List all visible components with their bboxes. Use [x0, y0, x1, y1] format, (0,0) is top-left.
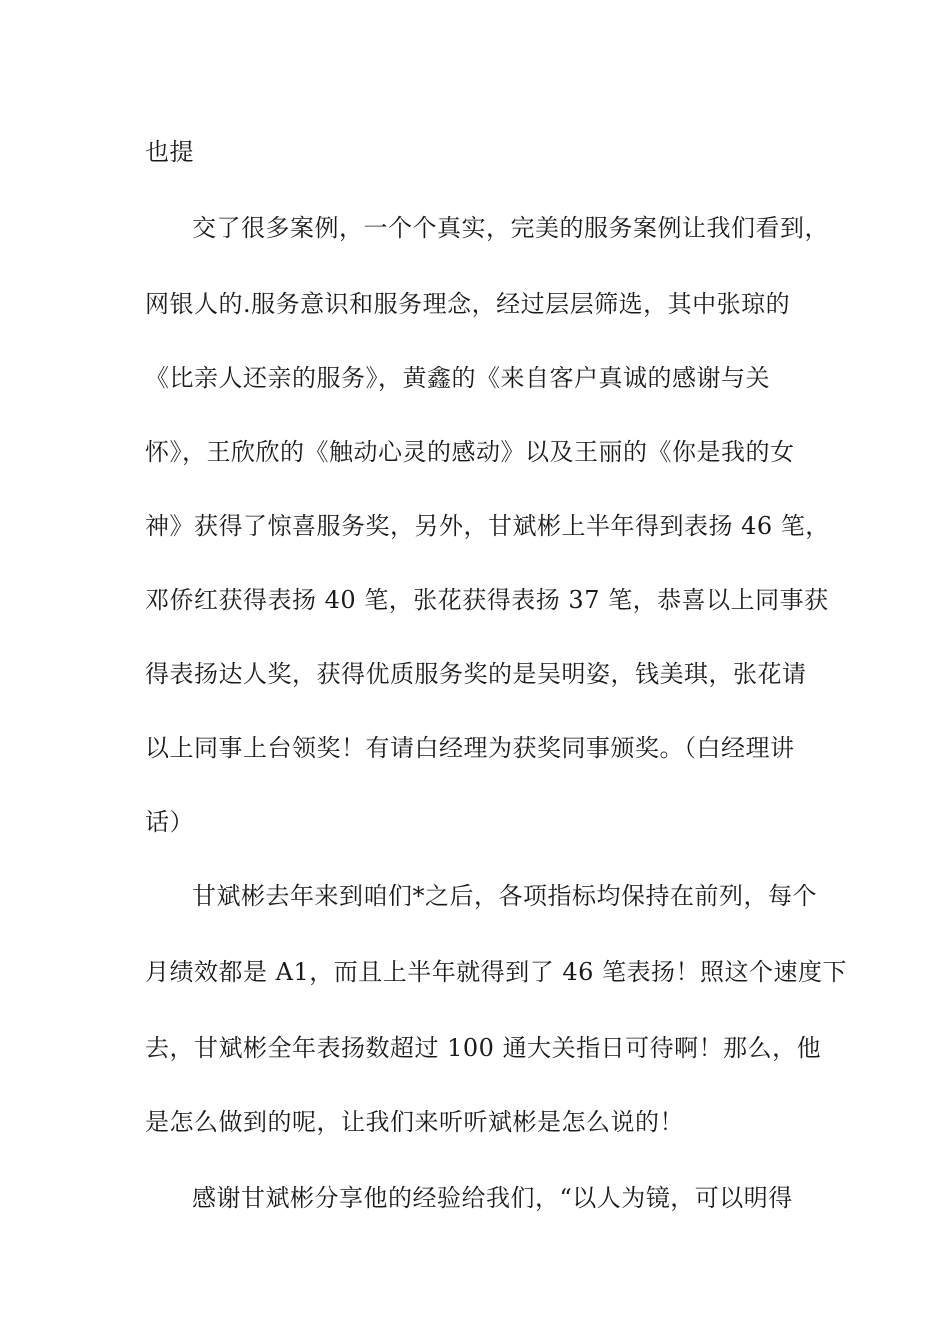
text-line: 得表扬达人奖，获得优质服务奖的是吴明姿，钱美琪，张花请 — [145, 660, 807, 688]
text-line: 话） — [145, 808, 194, 836]
text-line: 神》获得了惊喜服务奖，另外，甘斌彬上半年得到表扬 46 笔， — [145, 512, 830, 540]
text-line: 以上同事上台领奖！有请白经理为获奖同事颁奖。（白经理讲 — [145, 734, 795, 762]
text-line: 邓侨红获得表扬 40 笔，张花获得表扬 37 笔，恭喜以上同事获 — [145, 586, 829, 614]
text-line: 也提 — [145, 138, 194, 166]
text-line: 《比亲人还亲的服务》，黄鑫的《来自客户真诚的感谢与关 — [145, 364, 770, 392]
text-line: 交了很多案例，一个个真实，完美的服务案例让我们看到， — [192, 214, 829, 242]
text-line: 怀》，王欣欣的《触动心灵的感动》以及王丽的《你是我的女 — [145, 438, 795, 466]
text-line: 甘斌彬去年来到咱们*之后，各项指标均保持在前列，每个 — [192, 882, 817, 910]
text-line: 是怎么做到的呢，让我们来听听斌彬是怎么说的！ — [145, 1108, 684, 1136]
text-line: 网银人的.服务意识和服务理念，经过层层筛选，其中张琼的 — [145, 290, 791, 318]
text-line: 月绩效都是 A1，而且上半年就得到了 46 笔表扬！照这个速度下 — [145, 958, 848, 986]
text-line: 去，甘斌彬全年表扬数超过 100 通大关指日可待啊！那么，他 — [145, 1034, 822, 1062]
text-line: 感谢甘斌彬分享他的经验给我们，“以人为镜，可以明得 — [192, 1184, 793, 1212]
